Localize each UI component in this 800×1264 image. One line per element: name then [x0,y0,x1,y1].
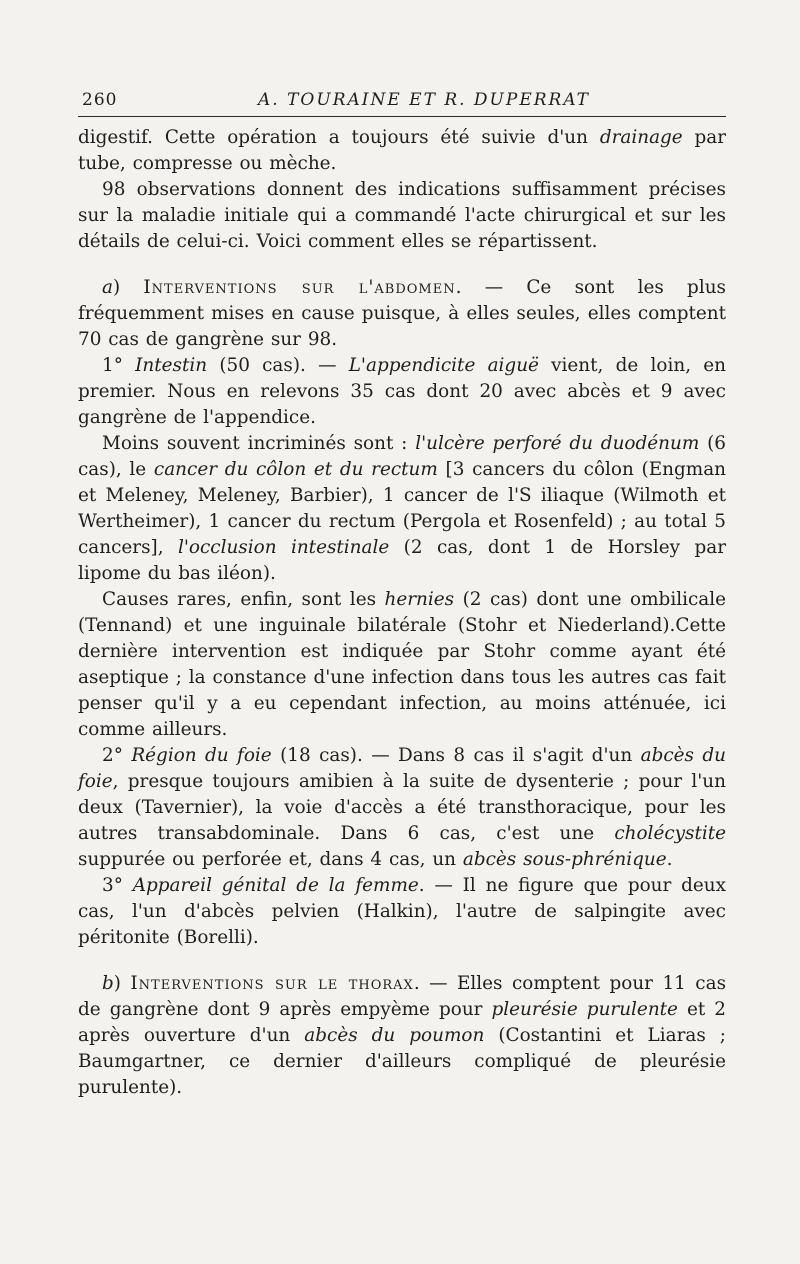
book-page [78,86,726,1101]
paragraph [78,353,726,431]
page-number: 260 [82,90,118,110]
text-run: et 2 après ouverture d'un [78,999,726,1046]
text-run: , presque toujours amibien à la suite de dysenterie ; pour l'un deux (Tavernier), la voie d'accès a été transthoracique, pour les autres transabdominale. Dans 6 cas, c'est une [78,771,726,844]
text-run: Causes rares, enfin, sont les [102,589,385,610]
paragraph [78,743,726,873]
italic-run: hernies [384,589,455,610]
italic-run: abcès sous-phrénique [462,849,667,870]
section-heading-paragraph [78,275,726,353]
italic-run: abcès du poumon [304,1025,485,1046]
text-run: (Costantini et Liaras ; Baumgartner, ce dernier d'ailleurs compliqué de pleurésie purulente). [78,1025,727,1098]
text-run: . — Ce sont les plus fréquemment mises en cause puisque, à elles seules, elles comptent 70 cas de gangrène sur 98. [78,277,726,350]
paragraph [78,177,726,255]
text-run: . — Il ne figure que pour deux cas, l'un d'abcès pelvien (Halkin), l'autre de salpingite avec péritonite (Borelli). [78,875,726,948]
text-run: 3° [102,875,133,896]
text-run: (6 cas), le [78,433,726,480]
italic-run: cholécystite [614,823,726,844]
italic-run: Intestin [135,355,208,376]
italic-run: abcès du foie [78,745,726,792]
italic-run: a [102,277,113,298]
header-rule [78,116,726,117]
paragraph [78,125,726,177]
small-caps-heading: Interventions sur le thorax [130,973,414,994]
text-run: vient, de loin, en premier. Nous en relevons 35 cas dont 20 avec abcès et 9 avec gangrène de l'appendice. [78,355,727,428]
text-run: suppurée ou perforée et, dans 4 cas, un [78,849,463,870]
running-header [78,86,726,116]
small-caps-heading: Interventions sur l'abdomen [143,277,456,298]
text-run: [3 cancers du côlon (Engman et Meleney, Meleney, Barbier), 1 cancer de l'S iliaque (Wilmoth et Wertheimer), 1 cancer du rectum (Pergola et Rosenfeld) ; au total 5 cancers], [78,459,727,558]
italic-run: l'ulcère perforé du duodénum [415,433,700,454]
italic-run: Appareil génital de la femme [132,875,419,896]
italic-run: Région du foie [131,745,272,766]
paragraph [78,431,726,587]
text-run: par tube, compresse ou mèche. [78,127,727,174]
text-run: ) [112,277,144,298]
italic-run: drainage [599,127,683,148]
text-run: ) [113,973,131,994]
paragraph [78,587,726,743]
italic-run: pleurésie purulente [491,999,678,1020]
text-run: 2° [102,745,132,766]
italic-run: b [102,973,114,994]
text-run: . — Elles comptent pour 11 cas de gangrène dont 9 après empyème pour [78,973,727,1020]
text-run: (18 cas). — Dans 8 cas il s'agit d'un [271,745,641,766]
paragraph [78,873,726,951]
text-run: 1° [102,355,136,376]
text-run: (2 cas) dont une ombilicale (Tennand) et une inguinale bilatérale (Stohr et Niederland).Cette dernière intervention est indiquée par Stohr comme ayant été aseptique ; la constance d'une infection dans tous les autres cas fait penser qu'il y a eu cependant infection, au moins atténuée, ici comme ailleurs. [78,589,727,740]
italic-run: cancer du côlon et du rectum [153,459,438,480]
running-title: A. TOURAINE ET R. DUPERRAT [258,90,591,110]
text-run: Moins souvent incriminés sont : [102,433,416,454]
italic-run: l'occlusion intestinale [177,537,390,558]
text-run: (50 cas). — [207,355,349,376]
text-run: digestif. Cette opération a toujours été suivie d'un [78,127,600,148]
text-run: (2 cas, dont 1 de Horsley par lipome du bas iléon). [78,537,727,584]
text-run: . [666,849,673,870]
italic-run: L'appendicite aiguë [348,355,539,376]
section-heading-paragraph [78,971,726,1101]
text-run: 98 observations donnent des indications suffisamment précises sur la maladie initiale qui a commandé l'acte chirurgical et sur les détails de celui-ci. Voici comment elles se répartissent. [78,179,726,252]
